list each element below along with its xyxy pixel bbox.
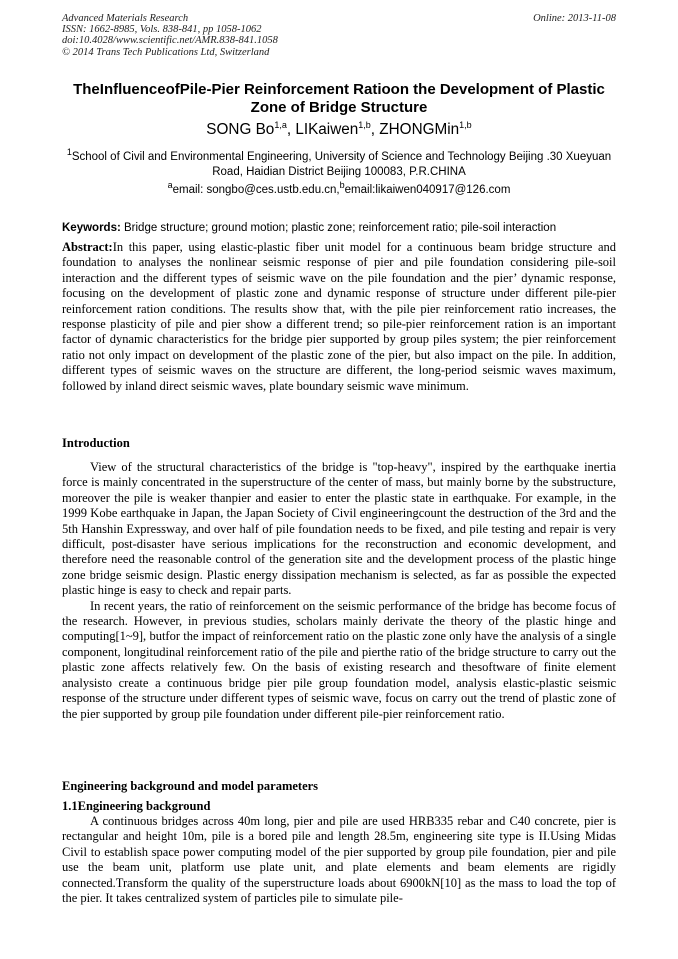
author-superscript: 1,b <box>358 119 371 130</box>
engineering-heading: Engineering background and model parameters <box>62 779 319 793</box>
email-b: email:likaiwen040917@126.com <box>344 184 511 196</box>
introduction-heading: Introduction <box>62 436 130 450</box>
introduction-section <box>62 460 616 722</box>
online-date: Online: 2013-11-08 <box>533 13 616 24</box>
email-superscript-b: b <box>339 180 345 191</box>
author-list <box>62 121 616 139</box>
keywords <box>62 221 616 236</box>
introduction-paragraph: View of the structural characteristics of the bridge is "top-heavy", inspired by the earthquake inertia force is mainly concentrated in the superstructure of the center of mass, but mainly borne by the substructure, moreover the pile is weaker thanpier and easier to enter the plastic state in earthquake. For example, in the 1999 Kobe earthquake in Japan, the Japan Society of Civil engineeringcount the destruction of the 3rd and the 5th Hanshin Expressway, and over half of pile foundation needs to be fixed, and pile testing and repair is very difficult, post-disaster have serious implications for the reconstruction and economic development, and therefore need the reasonable control of the generation site and the development process of the plastic hinge zone bridge seismic design. Plastic energy dissipation mechanism is selected, as far as possible the expected plastic hinge is easy to check and repair parts. <box>62 460 616 598</box>
abstract <box>62 240 616 394</box>
engineering-paragraph: A continuous bridges across 40m long, pier and pile are used HRB335 rebar and C40 concrete, pier is rectangular and height 10m, pile is a bored pile and length 28.5m, engineering site type is II.Using Midas Civil to establish space power computing model of the pier supported by group pile foundation, pier and pile use the beam unit, platform use plate unit, and plate elements and beam elements are rigidly connected.Transform the quality of the superstructure loads about 6900kN[10] as the mass to load the top of the pier. It takes centralized system of particles pile to simulate pile- <box>62 814 616 906</box>
email-superscript-a: a <box>167 180 173 191</box>
header-left <box>62 13 278 58</box>
author-separator: , <box>370 121 380 138</box>
author-name: SONG Bo <box>206 121 275 138</box>
doi-line: doi:10.4028/www.scientific.net/AMR.838-841.1058 <box>62 35 278 47</box>
author-superscript: 1,a <box>274 119 287 130</box>
engineering-subheading: 1.1Engineering background <box>62 799 211 813</box>
abstract-text: In this paper, using elastic-plastic fiber unit model for a continuous beam bridge structure and foundation to analyses the nonlinear seismic response of pier and pile foundation considering pile-soil interaction and the different types of seismic wave on the pile foundation and the pier’ dynamic response, focusing on the development of plastic zone and dynamic response of structure under different pile-pier reinforcement ration conditions. The results show that, with the pile pier reinforcement ratio increases, the response plasticity of pile and pier show a different trend; so pile-pier reinforcement ration is an important factor of dynamic characteristics for the bridge pier supported by group piles system; the pier reinforcement ratio not only impact on development of the plastic zone of the pier, but also impact on the pile. In addition, different types of seismic waves on the structure are different, the long-period seismic waves maximum, followed by inland direct seismic waves, plate boundary seismic wave minimum. <box>62 240 616 393</box>
author-name: LIKaiwen <box>295 121 359 138</box>
paper-title: TheInfluenceofPile-Pier Reinforcement Ratioon the Development of Plastic Zone of Bridge Structure <box>73 81 605 116</box>
keywords-text: Bridge structure; ground motion; plastic zone; reinforcement ratio; pile-soil interaction <box>120 222 557 234</box>
engineering-section <box>62 814 616 906</box>
author-separator: , <box>286 121 296 138</box>
email-line <box>62 180 616 198</box>
introduction-paragraph: In recent years, the ratio of reinforcement on the seismic performance of the bridge has become focus of the research. However, in previous studies, scholars mainly derivate the theory of the plastic hinge and computing[1~9], butfor the impact of reinforcement ratio on the plastic zone only have the analysis of a single component, longitudinal reinforcement ratio of the pile and pierthe ratio of the bridge structure to carry out the plastic zone affects relatively few. On the basis of existing research and thesoftware of finite element analysisto create a continuous bridge pier pile group foundation model, analysis elastic-plastic seismic response of the structure under different types of seismic wave, focus on carry out the trend of plastic zone of the pier supported by group pile foundation under different pile-pier reinforcement ratio. <box>62 598 616 721</box>
abstract-label: Abstract: <box>62 240 113 254</box>
affiliation-superscript: 1 <box>66 147 72 158</box>
affiliation-text: School of Civil and Environmental Engineering, University of Science and Technology Beijing .30 Xueyuan Road, Haidian District Beijing 100083, P.R.CHINA <box>71 151 612 178</box>
author-name: ZHONGMin <box>379 121 460 138</box>
affiliation <box>62 147 616 180</box>
keywords-label: Keywords: <box>62 222 121 234</box>
email-a: email: songbo@ces.ustb.edu.cn, <box>172 184 340 196</box>
author-superscript: 1,b <box>459 119 472 130</box>
copyright-line: © 2014 Trans Tech Publications Ltd, Switzerland <box>62 46 270 58</box>
issn-line: ISSN: 1662-8985, Vols. 838-841, pp 1058-1062 <box>62 24 262 36</box>
journal-name: Advanced Materials Research <box>62 13 189 24</box>
